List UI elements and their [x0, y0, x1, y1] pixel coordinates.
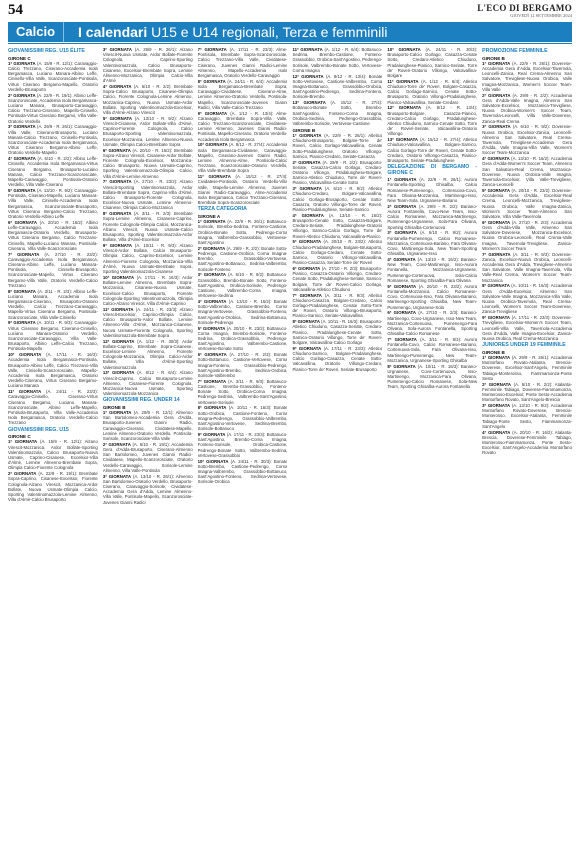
matchday-entry — [482, 382, 572, 403]
matchday-entry — [387, 257, 477, 283]
matchday-label: 1ª GIORNATA — [197, 219, 226, 225]
championship-heading: DELEGAZIONE DI BERGAMO - GIRONE C — [387, 164, 478, 177]
matchday-entry — [8, 352, 98, 388]
matchday-fixtures: (A. 13/10 - R. 16/2): Bonate Sotto-Valbrembo, Castione-Brembo, Corna Imagna-Vertovese, Grassobbio-Fonteno, Sant'Agostino-Orobica, Sedrina-Bottanuco, Sorisole-Pedrengo — [197, 299, 288, 325]
matchday-entry — [8, 252, 98, 288]
matchday-label: 2ª GIORNATA — [8, 471, 37, 477]
matchday-fixtures: (A. 24/11 - R. 30/3): Brusaporto-Calcio Gorlago, Casazza-Cenate Sotto, Credaro-Atletico Chiuduno, Pradalunghese-Pianico, Sarnico-Seriate, Torre de' Roveri-Oratorio Villongo, Valcavallina-Bolgare — [387, 47, 478, 79]
column-5 — [387, 47, 477, 843]
matchday-fixtures: (A. 22/9 - R. 26/1): Bottanuco-Sorisole, Brembo-Sedrina, Fonteno-Castione, Orobica-Bonate Sotto, Pedrengo-Corna Imagna, Valbrembo-Grassobbio, Vertovese-Sant'Agostino — [197, 219, 288, 245]
matchday-label: 3ª GIORNATA — [102, 47, 132, 52]
matchday-label: 7ª GIORNATA — [482, 251, 511, 257]
matchday-entry — [292, 100, 382, 126]
matchday-entry — [103, 47, 193, 83]
matchday-label: 6ª GIORNATA — [482, 219, 511, 225]
matchday-fixtures: (A. 22/9 - R. 19/1): Brembate Sopra-Caprino, Cisanese-Excelsior, Fiorente Colognola-Alzano Virescit, Mozzanica-Ardor Bollate, Nuova Usmate-Olimpia Calcio, Sporting Valentinomazzola-Lemine Almenno, Villa d'Almè-Calcio Brusaporto — [8, 471, 98, 503]
matchday-fixtures: (A. 13/10 - R. 16/2): Bariano-New Team, Covo-Martinengo, Isso-Aurora Fontanella, Mozzanica-Urgnanese, Pumenengo-Cortenuova, Sola-Calcio Romanese, Sporting Ghisalba-Fara Olivana — [387, 257, 478, 283]
matchday-fixtures: (A. 27/10 - R. 2/3): Bariano-Martinengo, Covo-Urgnanese, Isso-New Team, Mozzanica-Cortenuova, Pumenengo-Fara Olivana, Sola-Aurora Fontanella, Sporting Ghisalba-Calcio Romanese — [387, 310, 478, 337]
matchday-label: 13ª GIORNATA — [387, 137, 419, 143]
matchday-entry — [482, 355, 572, 381]
matchday-fixtures: (A. 8/12 - R. 13/4): Bonate Sotto-Vertovese, Castione-Valbrembo, Corna Imagna-Bottanuco, Grassobbio-Orobica, Sant'Agostino-Pedrengo, Sedrina-Fonteno, Sorisole-Brembo — [292, 73, 383, 100]
matchday-fixtures: (A. 6/10 - R. 9/2): Doverese-Nuova Orobica, Excelsior-Zanica, Leoncelli-Almenno San Salvatore, Real Crema-Tavernola, Trevigliese-Accademia Gera d'Adda, Valle Imagna-Villa Valle, Women's Soccer Team-Mozzanica — [482, 124, 572, 156]
matchday-entry — [387, 177, 477, 203]
matchday-fixtures: (A. 13/10 - R. 16/2): Accademia Gera d'Adda-Women's Soccer Team, Almenno San Salvatore-Real Crema, Mozzanica-Doverese, Nuova Orobica-Valle Imagna, Tavernola-Excelsior, Villa Valle-Trevigliese, Zanica-Leoncelli — [482, 156, 572, 188]
matchday-fixtures: (A. 3/11 - R. 9/3): Atletico Chiuduno-Casazza, Bolgare-Credaro, Calcio Gorlago-Pradalunghese, Cenate Sotto-Torre de' Roveri, Oratorio Villongo-Brusaporto, Pianico-Sarnico, Seriate-Valcavallina — [292, 292, 383, 319]
matchday-label: 8ª GIORNATA — [8, 288, 36, 294]
matchday-fixtures: (A. 20/10 - R. 16/2): Brembate Sopra-Alzano Virescit, Cisanese-Ardor Bollate, Fiorente Colognola-Excelsior, Mozzanica-Calcio Brusaporto, Nuova Usmate-Caprino, Sporting Valentinomazzola-Olimpia Calcio, Villa d'Almè-Lemine Almenno — [102, 147, 193, 179]
group-heading: GIRONE B — [102, 404, 126, 410]
matchday-label: 11ª GIORNATA — [8, 389, 42, 395]
matchday-fixtures: (A. 17/11 - R. 23/3): Alme-Pontisola, Brembate Sopra-Scanzorosciate, Calcio Trezzano-Villa Valle, Cividatese-Ciserano, Juvenes Gianni Radici-Lemine Almenno, Mapello-Accademia Isola Bergamasca, Oratorio Verdello-Caravaggio — [197, 47, 288, 79]
matchday-label: 5ª GIORNATA — [8, 187, 36, 193]
matchday-entry — [387, 137, 477, 163]
matchday-label: 9ª GIORNATA — [197, 110, 228, 116]
matchday-entry — [292, 266, 382, 292]
matchday-fixtures: (A. 29/9 - R. 2/2): Brusaporto-Seriate, Casazza-Calcio Gorlago, Credaro-Oratorio Villongo, Pradalunghese-Bolgare, Sarnico-Atletico Chiuduno, Torre de' Roveri-Pianico, Valcavallina-Cenate Sotto — [292, 159, 383, 186]
matchday-entry — [103, 275, 193, 306]
matchday-label: 8ª GIORNATA — [387, 363, 416, 369]
matchday-fixtures: (A. 17/11 - R. 23/3): Bottanuco-Sant'Agostino, Brembo-Corna Imagna, Fonteno-Sorisole, Orobica-Castione, Pedrengo-Bonate Sotto, Valbrembo-Sedrina, Vertovese-Grassobbio — [197, 432, 288, 458]
matchday-entry — [103, 84, 193, 115]
matchday-label: 1ª GIORNATA — [292, 132, 322, 138]
matchday-fixtures: (A. 29/9 - R. 12/1): Almenno San Bartolomeo-Accademia Gera d'Adda, Brusaporto-Juvenes Gianni Radici, Caravaggio-Ciserano, Cividatese-Mapello, Lemine Almenno-Oratorio Verdello, Pontisola-Sorisole, Scanzorosciate-Villa Valle — [102, 410, 193, 442]
matchday-entry — [482, 403, 572, 429]
matchday-label: 8ª GIORNATA — [482, 283, 510, 289]
matchday-entry — [198, 142, 288, 173]
newspaper-name: L'ECO DI BERGAMO — [477, 3, 572, 13]
matchday-entry — [482, 188, 572, 219]
matchday-entry — [482, 315, 572, 341]
matchday-entry — [292, 186, 382, 212]
matchday-label: 2ª GIORNATA — [8, 92, 36, 98]
matchday-fixtures: (A. 29/9 - R. 2/2): Bonate Sotto-Pedrengo, Castione-Orobica, Corna Imagna-Brembo, Grassobbio-Vertovese, Sant'Agostino-Bottanuco, Sedrina-Valbrembo, Sorisole-Fonteno — [197, 245, 288, 272]
matchday-fixtures: (A. 6/10 - R. 9/2): Bottanuco-Grassobbio, Brembo-Bonate Sotto, Fonteno-Sant'Agostino, Orobica-Sorisole, Pedrengo-Castione, Valbrembo-Corna Imagna, Vertovese-Sedrina — [197, 272, 288, 299]
masthead — [477, 3, 572, 18]
matchday-entry — [292, 74, 382, 100]
matchday-entry — [482, 252, 572, 283]
matchday-label: 4ª GIORNATA — [292, 212, 324, 218]
section-banner — [8, 22, 572, 42]
matchday-entry — [103, 211, 193, 242]
matchday-entry — [198, 405, 288, 431]
championship-heading: TERZA CATEGORIA — [197, 206, 247, 213]
matchday-entry — [387, 364, 477, 390]
matchday-entry — [103, 370, 193, 396]
matchday-fixtures: (A. 3/11 - R. 2/3): Albino Leffe-Luciano Manara, Accademia Isola Bergamasca-Ciserano, Brusaporto-Oratorio Verdello, Calcio Trezzano-Caravaggio, Mapello-Virtus Ciserano Bergamo, Pontisola-Scanzorosciate, Villa Valle-Cinisello — [8, 288, 98, 320]
matchday-fixtures: (A. 6/10 - R. 2/2): Atalanta-Femminile Tabiago, Doverese-Fiammamonza, Monterosso-Excelsior, Ponte Sesto-Accademia Montorfano Rovato, Sant'Angelo-Brescia — [482, 381, 572, 403]
matchday-entry — [482, 61, 572, 92]
matchday-fixtures: (A. 20/10 - R. 23/2): Atletico Chiuduno-Pradalunghese, Bolgare-Brusaporto, Calcio Gorlago-Credaro, Cenate Sotto-Sarnico, Oratorio Villongo-Valcavallina, Pianico-Casazza, Seriate-Torre de' Roveri — [292, 239, 383, 266]
matchday-label: 1ª GIORNATA — [387, 177, 417, 183]
matchday-entry — [482, 124, 572, 155]
matchday-entry — [198, 219, 288, 245]
matchday-fixtures: (A. 17/11 - R. 23/3): Atletico Chiuduno-Sarnico, Bolgare-Pradalunghese, Calcio Gorlago-Casazza, Cenate Sotto-Valcavallina, Oratorio Villongo-Credaro, Pianico-Torre de' Roveri, Seriate-Brusaporto — [292, 345, 383, 372]
matchday-entry — [387, 79, 477, 105]
group-heading: GIRONE B — [482, 55, 505, 61]
matchday-label: 5ª GIORNATA — [197, 325, 226, 331]
matchday-fixtures: (A. 1/12 - R. 6/4): Atletico Chiuduno-Torre de' Roveri, Bolgare-Casazza, Calcio Gorlago-Sarnico, Cenate Sotto-Brusaporto, Oratorio Villongo-Pradalunghese, Pianico-Valcavallina, Seriate-Credaro — [387, 78, 478, 105]
matchday-fixtures: (A. 29/9 - R. 2/2): Accademia Gera d'Adda-Valle Imagna, Almenno San Salvatore-Excelsior, Mozzanica-Trevigliese, Nuova Orobica-Women's Soccer Team, Tavernola-Leoncelli, Villa Valle-Doverese, Zanica-Real Crema — [482, 92, 572, 124]
matchday-entry — [292, 47, 382, 73]
matchday-label: 2ª GIORNATA — [387, 203, 417, 209]
matchday-entry — [198, 111, 288, 142]
matchday-label: 3ª GIORNATA — [102, 473, 132, 479]
matchday-label: 2ª GIORNATA — [197, 245, 226, 251]
matchday-entry — [103, 339, 193, 370]
matchday-fixtures: (A. 6/10 - R. 9/2): Aurora Fontanella-Pumenengo, Calcio Romanese-Mozzanica, Cortenuova-Bariano, Fara Olivana-Covo, Martinengo-Sola, New Team-Sporting Ghisalba, Urgnanese-Isso — [387, 230, 478, 257]
matchday-entry — [103, 243, 193, 274]
matchday-entry — [8, 389, 98, 425]
matchday-label: 1ª GIORNATA — [8, 60, 36, 66]
matchday-fixtures: (A. 10/11 - R. 9/3): Alzano Virescit-Ardor Bollate, Calcio Brusaporto-Olimpia Calcio, Caprino-Excelsior, Lemine Almenno-Fiorente Colognola, Mozzanica-Villa d'Almè, Nuova Usmate-Brembate Sopra, Sporting Valentinomazzola-Cisanese — [102, 243, 193, 275]
matchday-entry — [482, 156, 572, 187]
matchday-entry — [8, 93, 98, 124]
matchday-label: 7ª GIORNATA — [197, 47, 227, 52]
matchday-label: 10ª GIORNATA — [102, 274, 135, 280]
matchday-label: 11ª GIORNATA — [102, 306, 134, 312]
matchday-fixtures: (A. 17/11 - R. 23/3): Doverese-Trevigliese, Excelsior-Women's Soccer Team, Leoncelli-Villa Valle, Tavernola-Accademia Gera d'Adda, Valle Imagna-Excelsior, Zanica-Nuova Orobica, Real Crema-Mozzanica — [482, 315, 572, 342]
matchday-label: 13ª GIORNATA — [292, 100, 326, 106]
matchday-fixtures: (A. 13/10 - R. 16/2): Brusaporto-Cenate Sotto, Casazza-Bolgare, Credaro-Seriate, Pradalunghese-Oratorio Villongo, Sarnico-Calcio Gorlago, Torre de' Roveri-Atletico Chiuduno, Valcavallina-Pianico — [292, 212, 383, 239]
matchday-entry — [292, 160, 382, 186]
championship-heading: GIOVANISSIMI REG. U15 — [8, 426, 69, 433]
matchday-label: 13ª GIORNATA — [102, 370, 135, 376]
matchday-label: 5ª GIORNATA — [102, 115, 132, 121]
matchday-label: 3ª GIORNATA — [387, 230, 417, 236]
matchday-label: 12ª GIORNATA — [292, 73, 324, 79]
matchday-fixtures: (A. 17/11 - R. 16/3): Accademia Isola Bergamasca-Pontisola, Brusaporto-Albino Leffe, Calcio Trezzano-Villa Valle, Cinisello-Scanzorosciate, Mapello-Accademia Isola Bergamasca, Oratorio Verdello-Ciserano, Virtus Ciserano Bergamo-Luciano Manara — [8, 352, 98, 389]
matchday-entry — [103, 116, 193, 147]
matchday-fixtures: (A. 3/11 - R. 2/3): Brembate Sopra-Lemine Almenno, Cisanese-Caprino, Fiorente Colognola-Olimpia Calcio, Mozzanica-Alzano Virescit, Nuova Usmate-Calcio Brusaporto, Sporting Valentinomazzola-Ardor Bollate, Villa d'Almè-Excelsior — [102, 211, 193, 243]
matchday-entry — [8, 188, 98, 219]
matchday-fixtures: (A. 22/9 - R. 19/1): Albino Leffe-Scanzorosciate, Accademia Isola Bergamasca-Luciano Manara, Brusaporto-Caravaggio, Calcio Trezzano-Ciserano, Mapello-Cinisello, Pontisola-Virtus Ciserano Bergamo, Villa Valle-Oratorio Verdello — [8, 92, 98, 124]
matchday-label: 7ª GIORNATA — [387, 336, 417, 342]
matchday-fixtures: (A. 1/12 - R. 30/3): Ardor Bollate-Caprino, Brembate Sopra-Cisanese, Excelsior-Lemine Almenno, Fiorente Colognola-Mozzanica, Olimpia Calcio-Ardor Bollate, Villa d'Almè-Sporting Valentinomazzola — [102, 338, 193, 370]
matchday-fixtures: (A. 3/11 - R. 9/3): Bottanuco-Castione, Brembo-Grassobbio, Fonteno-Bonate Sotto, Orobica-Corna Imagna, Pedrengo-Sedrina, Valbrembo-Sant'Agostino, Vertovese-Sorisole — [197, 378, 288, 405]
matchday-fixtures: (A. 29/9 - R. 26/1): Caravaggio-Villa Valle, Ciserano-Brusaporto, Luciano Manara-Calcio Trezzano, Cinisello-Pontisola, Scanzorosciate-Accademia Isola Bergamasca, Virtus Ciserano Bergamo-Albino Leffe, Oratorio Verdello-Mapello — [8, 124, 98, 156]
matchday-label: 3ª GIORNATA — [482, 124, 511, 130]
group-heading: GIRONE A — [197, 213, 221, 219]
championship-heading: GIOVANISSIMI REG. U15 ÉLITE — [8, 48, 85, 54]
matchday-entry — [8, 471, 98, 502]
matchday-label: 9ª GIORNATA — [102, 243, 133, 249]
matchday-fixtures: (A. 3/11 - R. 9/3): Aurora Fontanella-Covo, Calcio Romanese-Bariano, Cortenuova-Sola, Fara Olivana-Isso, Martinengo-Pumenengo, New Team-Mozzanica, Urgnanese-Sporting Ghisalba — [387, 336, 478, 363]
matchday-label: 2ª GIORNATA — [102, 441, 131, 447]
matchday-entry — [198, 326, 288, 352]
matchday-entry — [387, 284, 477, 310]
matchday-label: 2ª GIORNATA — [292, 159, 321, 165]
matchday-entry — [198, 47, 288, 78]
matchday-label: 6ª GIORNATA — [8, 219, 37, 225]
matchday-label: 2ª GIORNATA — [482, 92, 511, 98]
matchday-label: 1ª GIORNATA — [102, 410, 132, 416]
matchday-fixtures: (A. 20/10 - R. 16/2): Albino Leffe-Caravaggio, Accademia Isola Bergamasca-Oratorio Verdello, Brusaporto-Virtus Ciserano Bergamo, Calcio Trezzano-Cinisello, Mapello-Luciano Manara, Pontisola-Ciserano, Villa Valle-Scanzorosciate — [8, 219, 98, 251]
matchday-label: 9ª GIORNATA — [482, 315, 510, 321]
matchday-entry — [8, 220, 98, 251]
matchday-fixtures: (A. 29/9 - R. 2/2): Bariano-Aurora Fontanella, Covo-New Team, Isso-Calcio Romanese, Mozzanica-Martinengo, Pumenengo-Urgnanese, Sola-Fara Olivana, Sporting Ghisalba-Cortenuova — [387, 203, 478, 230]
matchday-entry — [292, 346, 382, 372]
group-heading: GIRONE B — [292, 127, 316, 133]
matchday-entry — [482, 93, 572, 124]
headline-lead: I calendari — [78, 24, 148, 40]
matchday-fixtures: (A. 15/9 - R. 12/1): Caravaggio-Calcio Trezzano, Ciserano-Accademia Isola Bergamasca, Luciano Manara-Albino Leffe, Cinisello-Villa Valle, Scanzorosciate-Pontisola, Virtus Ciserano Bergamo-Mapello, Oratorio Verdello-Brusaporto — [8, 60, 98, 92]
matchday-fixtures: (A. 24/11 - R. 23/3): Alzano Virescit-Excelsior, Caprino-Olimpia Calcio, Calcio Brusaporto-Ardor Bollate, Lemine Almenno-Villa d'Almè, Mozzanica-Cisanese, Nuova Usmate-Fiorente Colognola, Sporting Valentinomazzola-Brembate Sopra — [102, 306, 193, 338]
championship-heading: JUNIORES UNDER 19 FEMMINILE — [482, 342, 566, 349]
matchday-entry — [103, 442, 193, 473]
matchday-label: 8ª GIORNATA — [197, 78, 226, 84]
matchday-fixtures: (A. 15/12 - R. 27/4): Bottanuco-Bonate Sotto, Brembo-Sant'Agostino, Fonteno-Corna Imagna, Orobica-Sedrina, Pedrengo-Grassobbio, Valbrembo-Sorisole, Vertovese-Castione — [292, 100, 383, 127]
matchday-entry — [8, 61, 98, 92]
matchday-fixtures: (A. 13/10 - R. 26/1): Almenno San Bartolomeo-Oratorio Verdello, Brusaporto-Ciserano, Caravaggio-Sorisole, Cividatese-Accademia Gera d'Adda, Lemine Almenno-Villa Valle, Pontisola-Mapello, Scanzorosciate-Juvenes Gianni Radici — [102, 473, 193, 505]
matchday-label: 7ª GIORNATA — [8, 251, 40, 257]
matchday-fixtures: (A. 27/10 - R. 2/3): Accademia Gera d'Adda-Villa Valle, Almenno San Salvatore-Doverese, Mozzanica-Excelsior, Nuova Orobica-Leoncelli, Real Crema-Valle Imagna, Tavernola-Trevigliese, Zanica-Women's Soccer Team — [482, 219, 572, 251]
matchday-label: 3ª GIORNATA — [292, 186, 322, 192]
matchday-label: 6ª GIORNATA — [387, 310, 416, 316]
column-2 — [103, 47, 193, 843]
matchday-label: 4ª GIORNATA — [482, 156, 510, 162]
matchday-fixtures: (A. 29/9 - R. 26/1): Alzano Virescit-Nuova Usmate, Ardor Bollate-Fiorente Colognola, Caprino-Sporting Valentinomazzola, Calcio Brusaporto-Cisanese, Excelsior-Brembate Sopra, Lemine Almenno-Mozzanica, Olimpia Calcio-Villa d'Almè — [102, 47, 193, 84]
headline-rest: U15 e U14 regionali, Terza e femminili — [147, 24, 388, 40]
column-6 — [482, 47, 572, 843]
matchday-entry — [8, 320, 98, 351]
matchday-label: 4ª GIORNATA — [197, 299, 227, 304]
matchday-fixtures: (A. 20/10 - R. 23/2): Doverese-Accademia Gera d'Adda, Excelsior-Real Crema, Leoncelli-Mozzanica, Trevigliese-Nuova Orobica, Valle Imagna-Zanica, Women's Soccer Team-Almenno San Salvatore, Villa Valle-Tavernola — [482, 187, 572, 219]
matchday-entry — [103, 148, 193, 179]
championship-heading: PROMOZIONE FEMMINILE — [482, 48, 548, 54]
matchday-fixtures: (A. 20/10 - R. 16/2): Atalanta-Brescia, Doverese-Femminile Tabiago, Monterosso-Fiammamonza, Ponte Sesto-Excelsior, Sant'Angelo-Accademia Montorfano Rovato — [482, 429, 572, 456]
matchday-label: 11ª GIORNATA — [197, 174, 231, 180]
matchday-entry — [387, 47, 477, 78]
matchday-fixtures: (A. 27/10 - R. 23/2): Caravaggio-Accademia Isola Bergamasca, Ciserano-Albino Leffe, Luciano Manara-Pontisola, Cinisello-Brusaporto, Scanzorosciate-Mapello, Virtus Ciserano Bergamo-Villa Valle, Oratorio Verdello-Calcio Trezzano — [8, 251, 98, 288]
issue-date: GIOVEDÌ 12 SETTEMBRE 2024 — [510, 13, 572, 18]
matchday-label: 8ª GIORNATA — [292, 319, 320, 325]
column-3 — [198, 47, 288, 843]
matchday-entry — [8, 439, 98, 470]
matchday-entry — [292, 319, 382, 345]
page-number: 54 — [8, 2, 23, 18]
matchday-fixtures: (A. 27/10 - R. 2/3): Bonate Sotto-Bottanuco, Castione-Vertovese, Corna Imagna-Fonteno, Grassobbio-Pedrengo, Sant'Agostino-Brembo, Sedrina-Orobica, Sorisole-Valbrembo — [197, 352, 288, 379]
matchday-entry — [387, 310, 477, 336]
matchday-entry — [103, 179, 193, 210]
matchday-entry — [482, 220, 572, 251]
matchday-label: 11ª GIORNATA — [292, 47, 323, 52]
matchday-entry — [482, 283, 572, 314]
matchday-entry — [8, 124, 98, 155]
matchday-label: 9ª GIORNATA — [197, 432, 226, 438]
matchday-entry — [482, 430, 572, 456]
matchday-entry — [8, 289, 98, 320]
matchday-label: 10ª GIORNATA — [387, 47, 421, 52]
matchday-label: 3ª GIORNATA — [8, 124, 36, 130]
matchday-fixtures: (A. 15/9 - R. 12/1): Alzano Virescit-Mozzanica, Ardor Bollate-Sporting Valentinomazzola, Calcio Brusaporto-Nuova Usmate, Caprino-Cisanese, Excelsior-Villa d'Almè, Lemine Almenno-Brembate Sopra, Olimpia Calcio-Fiorente Colognola — [8, 439, 98, 471]
matchday-fixtures: (A. 3/11 - R. 9/3): Doverese-Zanica, Excelsior-Nuova Orobica, Leoncelli-Accademia Gera d'Adda, Trevigliese-Almenno San Salvatore, Valle Imagna-Tavernola, Villa Valle-Real Crema, Women's Soccer Team-Mozzanica — [482, 251, 572, 283]
championship-heading: GIOVANISSIMI REG. UNDER 14 — [102, 397, 180, 404]
matchday-label: 11ª GIORNATA — [387, 78, 419, 84]
matchday-entry — [8, 156, 98, 187]
matchday-entry — [387, 337, 477, 363]
matchday-fixtures: (A. 24/11 - R. 23/3): Caravaggio-Cinisello, Ciserano-Virtus Ciserano Bergamo, Luciano Manara-Scanzorosciate, Albino Leffe-Mapello, Pontisola-Brusaporto, Villa Valle-Accademia Isola Bergamasca, Oratorio Verdello-Calcio Trezzano — [8, 389, 98, 426]
matchday-label: 9ª GIORNATA — [292, 345, 322, 351]
matchday-fixtures: (A. 10/11 - R. 9/3): Caravaggio-Virtus Ciserano Bergamo, Ciserano-Cinisello, Luciano Manara-Oratorio Verdello, Scanzorosciate-Caravaggio, Villa Valle-Brusaporto, Albino Leffe-Calcio Trezzano, Pontisola-Mapello — [8, 320, 98, 352]
matchday-label: 4ª GIORNATA — [387, 257, 416, 263]
matchday-label: 7ª GIORNATA — [197, 378, 227, 384]
matchday-label: 3ª GIORNATA — [482, 402, 511, 408]
matchday-fixtures: (A. 20/10 - R. 23/2): Aurora Fontanella-Mozzanica, Calcio Romanese-Covo, Cortenuova-Isso, Fara Olivana-Bariano, Martinengo-Sporting Ghisalba, New Team-Pumenengo, Urgnanese-Sola — [387, 283, 478, 310]
matchday-entry — [292, 133, 382, 159]
group-heading: GIRONE C — [8, 55, 31, 61]
matchday-fixtures: (A. 29/9 - R. 26/1): Accademia Montorfano Rovato-Atalanta, Brescia-Doverese, Excelsior-Sant'Angelo, Femminile Tabiago-Monterosso, Fiammamonza-Ponte Sesto — [482, 354, 572, 381]
matchday-fixtures: (A. 20/10 - R. 23/2): Bottanuco-Corna Imagna, Brembo-Sorisole, Fonteno-Sedrina, Orobica-Grassobbio, Pedrengo-Sant'Agostino, Valbrembo-Castione, Vertovese-Bonate Sotto — [197, 325, 288, 352]
matchday-entry — [103, 474, 193, 505]
matchday-fixtures: (A. 24/11 - R. 6/4): Accademia Isola Bergamasca-Brembate Sopra, Caravaggio-Cividatese, Ciserano-Alme, Lemine Almenno-Oratorio Verdello, Pontisola-Mapello, Scanzorosciate-Juvenes Gianni Radici, Villa Valle-Calcio Trezzano — [197, 78, 288, 110]
matchday-entry — [387, 204, 477, 230]
matchday-fixtures: (A. 6/10 - R. 2/2): Brembate Sopra-Calcio Brusaporto, Cisanese-Olimpia Calcio, Fiorente Colognola-Lemine Almenno, Mozzanica-Caprino, Nuova Usmate-Ardor Bollate, Sporting Valentinomazzola-Excelsior, Villa d'Almè-Alzano Virescit — [102, 84, 193, 116]
page-header — [8, 2, 572, 20]
matchday-fixtures: (A. 1/12 - R. 6/4): Bottanuco-Sedrina, Brembo-Castione, Fonteno-Grassobbio, Orobica-Sant'Agostino, Pedrengo-Sorisole, Valbrembo-Bonate Sotto, Vertovese-Corna Imagna — [292, 47, 383, 73]
matchday-fixtures: (A. 13/10 - R. 9/2): Caravaggio-Pontisola, Ciserano-Mapello, Luciano Manara-Villa Valle, Cinisello-Accademia Isola Bergamasca, Scanzorosciate-Brusaporto, Virtus Ciserano Bergamo-Calcio Trezzano, Oratorio Verdello-Albino Leffe — [8, 187, 98, 219]
matchday-label: 3ª GIORNATA — [197, 272, 227, 278]
column-4 — [292, 47, 382, 843]
matchday-fixtures: (A. 15/12 - R. 27/4): Atletico Chiuduno-Valcavallina, Bolgare-Sarnico, Calcio Gorlago-Torre de' Roveri, Cenate Sotto-Credaro, Oratorio Villongo-Casazza, Pianico-Brusaporto, Seriate-Pradalunghese — [387, 137, 478, 164]
matchday-label: 5ª GIORNATA — [482, 187, 510, 193]
section-label: Calcio — [8, 22, 64, 42]
matchday-label: 4ª GIORNATA — [8, 156, 36, 162]
article-columns — [8, 47, 572, 843]
matchday-label: 10ª GIORNATA — [197, 142, 228, 148]
matchday-entry — [292, 239, 382, 265]
matchday-label: 8ª GIORNATA — [197, 405, 227, 411]
matchday-fixtures: (A. 10/11 - R. 16/3): Bonate Sotto-Orobica, Castione-Fonteno, Corna Imagna-Pedrengo, Grassobbio-Valbrembo, Sant'Agostino-Vertovese, Sedrina-Brembo, Sorisole-Bottanuco — [197, 405, 288, 432]
matchday-fixtures: (A. 8/12 - R. 6/4): Alzano Virescit-Caprino, Calcio Brusaporto-Lemine Almenno, Cisanese-Fiorente Colognola, Mozzanica-Nuova Usmate, Sporting Valentinomazzola-Mozzanica — [102, 370, 193, 397]
matchday-entry — [198, 379, 288, 405]
matchday-fixtures: (A. 15/12 - R. 27/4): Cividatese-Pontisola, Oratorio Verdello-Villa Valle, Mapello-Lemine Almenno, Juvenes Gianni Radici-Caravaggio, Alme-Accademia Isola Bergamasca, Calcio Trezzano-Ciserano, Brembate Sopra-Scanzorosciate — [197, 174, 288, 206]
matchday-label: 4ª GIORNATA — [482, 429, 511, 435]
banner-rule — [8, 43, 572, 44]
matchday-entry — [198, 432, 288, 458]
matchday-fixtures: (A. 6/10 - R. 9/2): Atletico Chiuduno-Credaro, Bolgare-Valcavallina, Calcio Gorlago-Brusaporto, Cenate Sotto-Casazza, Oratorio Villongo-Torre de' Roveri, Pianico-Pradalunghese, Seriate-Sarnico — [292, 186, 383, 212]
matchday-label: 6ª GIORNATA — [292, 265, 321, 271]
matchday-label: 7ª GIORNATA — [292, 292, 322, 298]
matchday-entry — [198, 459, 288, 485]
matchday-fixtures: (A. 22/9 - R. 26/1): Aurora Fontanella-Sporting Ghisalba, Calcio Romanese-Pumenengo, Cortenuova-Covo, Fara Olivana-Mozzanica, Martinengo-Isso, New Team-Sola, Urgnanese-Bariano — [387, 177, 478, 204]
column-1 — [8, 47, 98, 843]
matchday-fixtures: (A. 10/11 - R. 16/3): Bariano-Urgnanese, Covo-Cortenuova, Isso-Martinengo, Mozzanica-Fara Olivana, Pumenengo-Calcio Romanese, Sola-New Team, Sporting Ghisalba-Aurora Fontanella — [387, 363, 478, 390]
matchday-fixtures: (A. 22/9 - R. 26/1): Atletico Chiuduno-Brusaporto, Bolgare-Torre de' Roveri, Calcio Gorlago-Valcavallina, Cenate Sotto-Pradalunghese, Oratorio Villongo-Sarnico, Pianico-Credaro, Seriate-Casazza — [292, 132, 383, 159]
matchday-label: 6ª GIORNATA — [102, 147, 131, 153]
matchday-fixtures: (A. 6/10 - R. 2/2): Albino Leffe-Cinisello, Accademia Isola Bergamasca-Virtus Ciserano Bergamo, Brusaporto-Luciano Manara, Calcio Trezzano-Scanzorosciate, Mapello-Caravaggio, Pontisola-Oratorio Verdello, Villa Valle-Ciserano — [8, 156, 98, 188]
matchday-entry — [387, 105, 477, 136]
matchday-fixtures: (A. 1/12 - R. 13/4): Alme-Caravaggio, Brembate Sopra-Villa Valle, Calcio Trezzano-Scanzorosciate, Cividatese-Lemine Almenno, Juvenes Gianni Radici-Pontisola, Mapello-Ciserano, Oratorio Verdello-Accademia Isola Bergamasca — [197, 110, 288, 142]
matchday-label: 1ª GIORNATA — [482, 60, 511, 66]
matchday-fixtures: (A. 10/11 - R. 16/3): Brusaporto-Atletico Chiuduno, Casazza-Seriate, Credaro-Pianico, Pradalunghese-Cenate Sotto, Sarnico-Oratorio Villongo, Torre de' Roveri-Bolgare, Valcavallina-Calcio Gorlago — [292, 319, 383, 346]
matchday-label: 4ª GIORNATA — [102, 84, 132, 90]
matchday-label: 1ª GIORNATA — [482, 354, 511, 360]
matchday-fixtures: (A. 8/12 - R. 13/4): Brusaporto-Bolgare, Casazza-Pianico, Credaro-Calcio Gorlago, Pradalunghese-Atletico Chiuduno, Sarnico-Cenate Sotto, Torre de' Roveri-Seriate, Valcavallina-Oratorio Villongo — [387, 105, 478, 137]
matchday-fixtures: (A. 13/10 - R. 9/2): Alzano Virescit-Cisanese, Ardor Bollate-Villa d'Almè, Caprino-Fiorente Colognola, Calcio Brusaporto-Sporting Valentinomazzola, Excelsior-Mozzanica, Lemine Almenno-Nuova Usmate, Olimpia Calcio-Brembate Sopra — [102, 115, 193, 147]
matchday-entry — [198, 174, 288, 205]
matchday-label: 12ª GIORNATA — [102, 338, 135, 344]
group-heading: GIRONE B — [482, 349, 505, 355]
matchday-entry — [292, 213, 382, 239]
matchday-label: 8ª GIORNATA — [102, 211, 132, 217]
matchday-entry — [198, 246, 288, 272]
matchday-label: 10ª GIORNATA — [8, 352, 42, 358]
matchday-label: 12ª GIORNATA — [387, 105, 422, 111]
matchday-entry — [198, 272, 288, 298]
matchday-fixtures: (A. 10/11 - R. 16/3): Accademia Gera d'Adda-Excelsior, Almenno San Salvatore-Valle Imagna, Mozzanica-Villa Valle, Nuova Orobica-Tavernola, Real Crema-Leoncelli, Women's Soccer Team-Doverese, Zanica-Trevigliese — [482, 283, 572, 315]
matchday-fixtures: (A. 17/11 - R. 16/3): Ardor Bollate-Lemine Almenno, Brembate Sopra-Mozzanica, Cisanese-Nuova Usmate, Excelsior-Calcio Brusaporto, Fiorente Colognola-Sporting Valentinomazzola, Olimpia Calcio-Alzano Virescit, Villa d'Almè-Caprino — [102, 274, 193, 306]
matchday-fixtures: (A. 27/10 - R. 2/3): Brusaporto-Pianico, Casazza-Oratorio Villongo, Credaro-Cenate Sotto, Pradalunghese-Seriate, Sarnico-Bolgare, Torre de' Roveri-Calcio Gorlago, Valcavallina-Atletico Chiuduno — [292, 265, 383, 292]
matchday-fixtures: (A. 22/9 - R. 26/1): Doverese-Accademia Gera d'Adda, Excelsior-Tavernola, Leoncelli-Zanica, Real Crema-Almenno San Salvatore, Trevigliese-Nuova Orobica, Valle Imagna-Mozzanica, Women's Soccer Team-Villa Valle — [482, 60, 572, 92]
matchday-label: 5ª GIORNATA — [292, 239, 322, 245]
matchday-entry — [103, 307, 193, 338]
matchday-fixtures: (A. 8/12 - R. 27/4): Accademia Isola Bergamasca-Cividatese, Caravaggio-Mapello, Ciserano-Juvenes Gianni Radici, Lemine Almenno-Alme, Pontisola-Calcio Trezzano, Scanzorosciate-Oratorio Verdello, Villa Valle-Brembate Sopra — [197, 142, 288, 174]
matchday-label: 2ª GIORNATA — [482, 381, 512, 387]
matchday-entry — [103, 410, 193, 441]
matchday-fixtures: (A. 27/10 - R. 23/2): Alzano Virescit-Sporting Valentinomazzola, Ardor Bollate-Brembate Sopra, Caprino-Villa d'Almè, Calcio Brusaporto-Fiorente Colognola, Excelsior-Nuova Usmate, Lemine Almenno-Cisanese, Olimpia Calcio-Mozzanica — [102, 179, 193, 211]
matchday-label: 9ª GIORNATA — [8, 320, 36, 326]
matchday-entry — [387, 230, 477, 256]
matchday-fixtures: (A. 13/10 - R. 9/2): Accademia Montorfano Rovato-Doverese, Brescia-Monterosso, Excelsior-Atalanta, Femminile Tabiago-Ponte Sesto, Fiammamonza-Sant'Angelo — [482, 402, 572, 429]
matchday-entry — [198, 352, 288, 378]
matchday-entry — [198, 299, 288, 325]
matchday-label: 10ª GIORNATA — [197, 458, 229, 464]
group-heading: GIRONE C — [8, 434, 31, 440]
matchday-entry — [198, 79, 288, 110]
matchday-fixtures: (A. 24/11 - R. 30/3): Bonate Sotto-Brembo, Castione-Pedrengo, Corna Imagna-Valbrembo, Grassobbio-Bottanuco, Sant'Agostino-Fonteno, Sedrina-Vertovese, Sorisole-Orobica — [197, 458, 288, 485]
matchday-entry — [292, 293, 382, 319]
matchday-label: 7ª GIORNATA — [102, 179, 132, 185]
matchday-label: 5ª GIORNATA — [387, 283, 417, 289]
matchday-fixtures: (A. 6/10 - R. 19/1): Accademia Gera d'Adda-Brusaporto, Ciserano-Almenno San Bartolomeo, Juvenes Gianni Radici-Cividatese, Mapello-Scanzorosciate, Oratorio Verdello-Caravaggio, Sorisole-Lemine Almenno, Villa Valle-Pontisola — [102, 441, 193, 473]
matchday-label: 1ª GIORNATA — [8, 439, 38, 445]
matchday-label: 6ª GIORNATA — [197, 352, 227, 358]
page-headline — [64, 24, 387, 40]
